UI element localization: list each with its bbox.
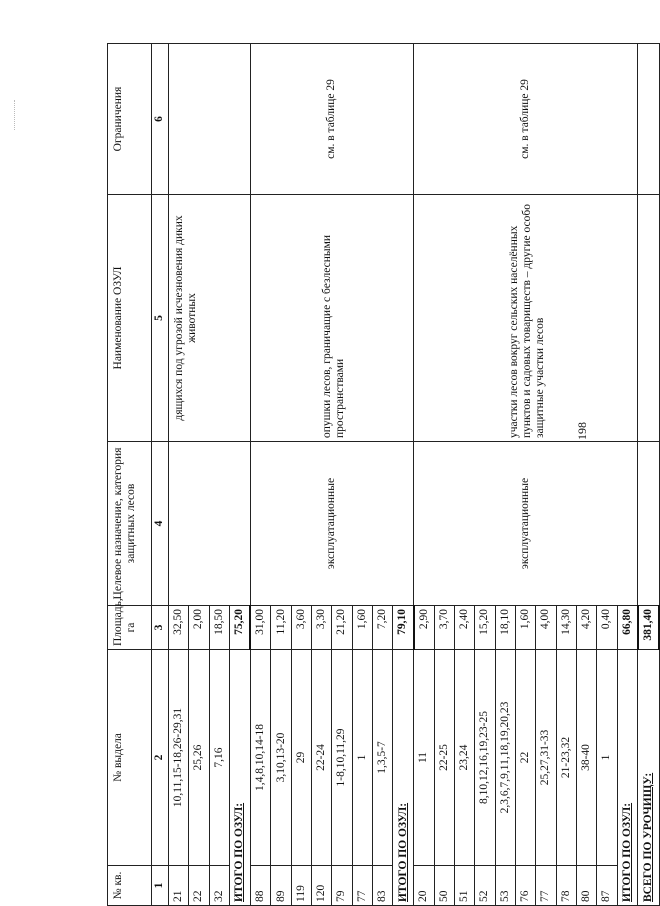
vydel-cell: 2,3,6,7,9,11,18,19,20,23 (495, 650, 515, 866)
vydel-cell: 3,10,13-20 (271, 650, 291, 866)
vydel-cell: 7,16 (209, 650, 229, 866)
ozul-name-cell: участки лесов вокруг сельских населённых пунктов и садовых товариществ – другие особо защитные участки лесов (414, 195, 638, 442)
limits-cell (169, 44, 251, 195)
kv-cell: 77 (536, 866, 556, 906)
table-row (414, 44, 435, 906)
vydel-cell: 22-24 (312, 650, 332, 866)
grand-total-row (638, 44, 659, 906)
area-cell: 3,30 (312, 606, 332, 650)
kv-cell: 78 (556, 866, 576, 906)
kv-cell: 32 (209, 866, 229, 906)
header-purpose: Целевое назначение, категория защитных лесов (108, 442, 152, 606)
header-row (108, 44, 152, 906)
kv-cell: 89 (271, 866, 291, 906)
vydel-cell: 10,11,15-18,26-29,31 (169, 650, 189, 866)
vydel-cell: 25,26 (189, 650, 209, 866)
area-cell: 18,10 (495, 606, 515, 650)
area-cell: 4,00 (536, 606, 556, 650)
kv-cell: 76 (516, 866, 536, 906)
total-label: ИТОГО ПО ОЗУЛ: (617, 650, 638, 906)
header-limits: Ограничения (108, 44, 152, 195)
scan-margin-mark (14, 100, 17, 130)
total-area: 66,80 (617, 606, 638, 650)
page-number: 198 (575, 422, 589, 440)
vydel-cell: 1,4,8,10,14-18 (250, 650, 271, 866)
area-cell: 32,50 (169, 606, 189, 650)
area-cell: 1,60 (352, 606, 372, 650)
header-area: Площадь, га (108, 606, 152, 650)
area-cell: 0,40 (597, 606, 617, 650)
area-cell: 14,30 (556, 606, 576, 650)
col-number: 2 (152, 650, 169, 866)
ozul-name-cell: дящихся под угрозой исчезновения диких животных (169, 195, 251, 442)
kv-cell: 79 (332, 866, 352, 906)
purpose-cell (169, 442, 251, 606)
vydel-cell: 1-8,10,11,29 (332, 650, 352, 866)
kv-cell: 52 (475, 866, 495, 906)
kv-cell: 88 (250, 866, 271, 906)
limits-cell: см. в таблице 29 (250, 44, 413, 195)
ozul-name-cell: опушки лесов, граничащие с безлесными пространствами (250, 195, 413, 442)
column-number-row (152, 44, 169, 906)
area-cell: 7,20 (372, 606, 392, 650)
header-ozul: Наименование ОЗУЛ (108, 195, 152, 442)
total-area: 75,20 (229, 606, 250, 650)
vydel-cell: 8,10,12,16,19,23-25 (475, 650, 495, 866)
kv-cell: 50 (434, 866, 454, 906)
vydel-cell: 29 (291, 650, 311, 866)
vydel-cell: 11 (414, 650, 435, 866)
area-cell: 18,50 (209, 606, 229, 650)
col-number: 3 (152, 606, 169, 650)
table-row (169, 44, 189, 906)
vydel-cell: 22-25 (434, 650, 454, 866)
vydel-cell: 1,3,5-7 (372, 650, 392, 866)
col-number: 6 (152, 44, 169, 195)
grand-total-label: ВСЕГО ПО УРОЧИЩУ: (638, 650, 659, 906)
area-cell: 3,70 (434, 606, 454, 650)
col-number: 1 (152, 866, 169, 906)
area-cell: 4,20 (576, 606, 596, 650)
area-cell: 3,60 (291, 606, 311, 650)
kv-cell: 120 (312, 866, 332, 906)
limits-cell: см. в таблице 29 (414, 44, 638, 195)
total-label: ИТОГО ПО ОЗУЛ: (393, 650, 414, 906)
vydel-cell: 22 (516, 650, 536, 866)
kv-cell: 51 (455, 866, 475, 906)
kv-cell: 77 (352, 866, 372, 906)
purpose-cell: эксплуатационные (250, 442, 413, 606)
empty-cell (638, 195, 659, 442)
kv-cell: 119 (291, 866, 311, 906)
vydel-cell: 38-40 (576, 650, 596, 866)
header-kv: № кв. (108, 866, 152, 906)
kv-cell: 21 (169, 866, 189, 906)
area-cell: 1,60 (516, 606, 536, 650)
grand-total-area: 381,40 (638, 606, 659, 650)
kv-cell: 83 (372, 866, 392, 906)
area-cell: 2,90 (414, 606, 435, 650)
total-label: ИТОГО ПО ОЗУЛ: (229, 650, 250, 906)
kv-cell: 22 (189, 866, 209, 906)
empty-cell (638, 44, 659, 195)
total-area: 79,10 (393, 606, 414, 650)
kv-cell: 80 (576, 866, 596, 906)
vydel-cell: 23,24 (455, 650, 475, 866)
area-cell: 11,20 (271, 606, 291, 650)
col-number: 5 (152, 195, 169, 442)
col-number: 4 (152, 442, 169, 606)
area-cell: 2,00 (189, 606, 209, 650)
ozul-table (107, 43, 660, 906)
vydel-cell: 1 (352, 650, 372, 866)
vydel-cell: 1 (597, 650, 617, 866)
vydel-cell: 21-23,32 (556, 650, 576, 866)
empty-cell (638, 442, 659, 606)
vydel-cell: 25,27,31-33 (536, 650, 556, 866)
area-cell: 21,20 (332, 606, 352, 650)
area-cell: 15,20 (475, 606, 495, 650)
kv-cell: 53 (495, 866, 515, 906)
rotated-table-container (107, 44, 654, 906)
header-vydel: № выдела (108, 650, 152, 866)
table-row (250, 44, 271, 906)
area-cell: 2,40 (455, 606, 475, 650)
kv-cell: 20 (414, 866, 435, 906)
purpose-cell: эксплуатационные (414, 442, 638, 606)
kv-cell: 87 (597, 866, 617, 906)
area-cell: 31,00 (250, 606, 271, 650)
